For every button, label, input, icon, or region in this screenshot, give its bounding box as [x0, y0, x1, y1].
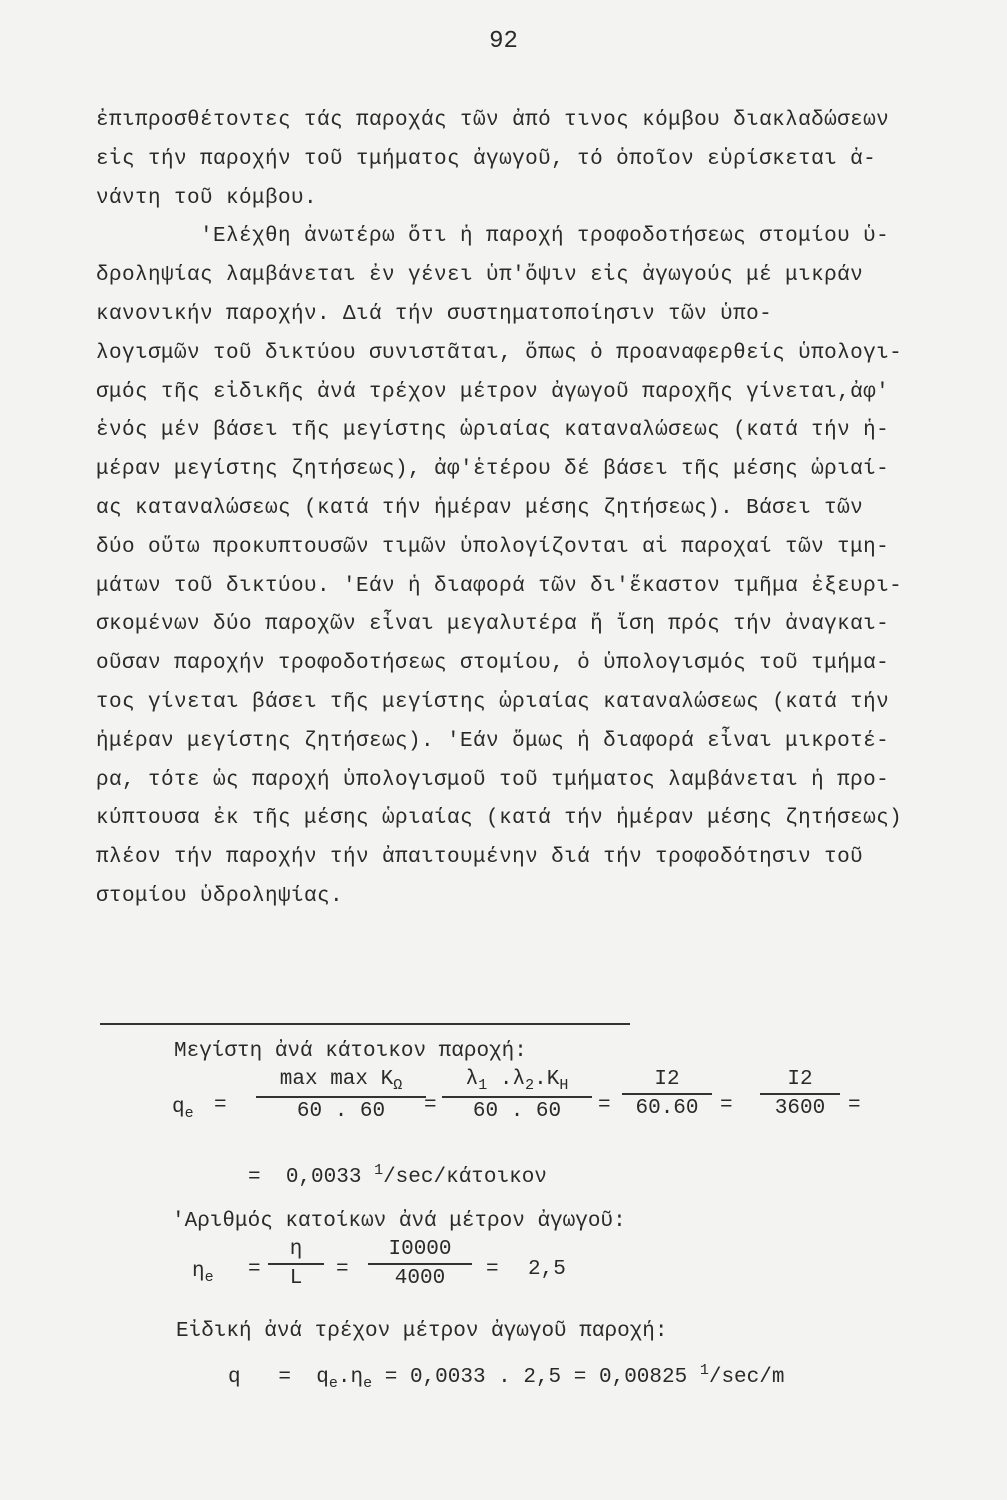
fraction-10000-over-4000 [368, 1238, 472, 1290]
fraction-numerator: I0000 [368, 1238, 472, 1265]
text-line: ἑνός μέν βάσει τῆς μεγίστης ὡριαίας καταναλώσεως (κατά τήν ἡ- [96, 419, 890, 443]
text-line: πλέον τήν παροχήν τήν ἀπαιτουμένην διά τήν τροφοδότησιν τοῦ [96, 846, 864, 870]
page-number: 92 [489, 28, 518, 55]
fraction-denominator: 4000 [394, 1267, 446, 1290]
fraction-denominator: 60 . 60 [472, 1100, 562, 1124]
equals-sign: = [848, 1094, 861, 1117]
text-line: ἡμέραν μεγίστης ζητήσεως). 'Εάν ὅμως ἡ διαφορά εἶναι μικροτέ- [96, 729, 890, 753]
fraction-12-over-3600 [760, 1068, 840, 1120]
fraction-numerator: I2 [760, 1068, 840, 1095]
text-line: τος γίνεται βάσει τῆς μεγίστης ὡριαίας καταναλώσεως (κατά τήν [96, 690, 890, 714]
specific-flow-equation: q = $q_e.\eta_e = 0,0033$ . 2,5 = 0,00825 $^1$/sec/m [228, 1362, 785, 1393]
fraction-numerator: I2 [622, 1068, 712, 1095]
fraction-lambda-k [442, 1068, 592, 1123]
calc-heading-specific-flow: Εἰδική ἀνά τρέχον μέτρον ἀγωγοῦ παροχή: [176, 1320, 668, 1343]
equals-sign: = [214, 1094, 227, 1117]
fraction-max-max-k [256, 1068, 426, 1123]
fraction-denominator: 3600 [774, 1097, 826, 1120]
fraction-numerator: $\lambda_1$ $.\lambda_2.K_H$ [442, 1068, 592, 1098]
text-line: κανονικήν παροχήν. Διά τήν συστηματοποίησιν τῶν ὑπο- [96, 302, 773, 326]
text-line: μέραν μεγίστης ζητήσεως), ἀφ'ἑτέρου δέ βάσει τῆς μέσης ὡριαί- [96, 458, 890, 482]
fraction-denominator: 60.60 [635, 1097, 699, 1120]
ne-symbol: $\eta_e$ [192, 1260, 214, 1287]
equals-sign: = [248, 1258, 261, 1281]
text-line: ἐπιπροσθέτοντες τάς παροχάς τῶν ἀπό τινος κόμβου διακλαδώσεων [96, 109, 890, 132]
fraction-numerator: $\max \max K_\Omega$ [256, 1068, 426, 1098]
text-line: δροληψίας λαμβάνεται ἐν γένει ὑπ'ὄψιν εἰς ἀγωγούς μέ μικράν [96, 264, 864, 288]
equals-sign: = [486, 1258, 499, 1281]
calc-heading-inhabitants-per-meter: 'Αριθμός κατοίκων ἀνά μέτρον ἀγωγοῦ: [172, 1210, 626, 1233]
text-line: κύπτουσα ἐκ τῆς μέσης ὡριαίας (κατά τήν ἡμέραν μέσης ζητήσεως) [96, 807, 903, 831]
fraction-denominator: L [289, 1267, 303, 1290]
fraction-eta-over-l [268, 1238, 324, 1290]
equals-sign: = [598, 1094, 611, 1117]
equals-sign: = [424, 1094, 437, 1117]
fraction-denominator: 60 . 60 [296, 1100, 386, 1124]
text-line: σμός τῆς εἰδικῆς ἀνά τρέχον μέτρον ἀγωγοῦ παροχῆς γίνεται,ἀφ' [96, 380, 890, 404]
text-line: νάντη τοῦ κόμβου. [96, 186, 318, 210]
text-line: μάτων τοῦ δικτύου. 'Εάν ἡ διαφορά τῶν δι'ἕκαστον τμῆμα ἐξευρι- [96, 574, 903, 598]
text-line: ρα, τότε ὡς παροχή ὑπολογισμοῦ τοῦ τμήματος λαμβάνεται ἡ προ- [96, 768, 890, 792]
text-line: λογισμῶν τοῦ δικτύου συνιστᾶται, ὅπως ὁ προαναφερθείς ὑπολογι- [96, 341, 903, 365]
qe-result: = 0,0033 $^1$/sec/κάτοικον [248, 1162, 547, 1189]
text-line: εἰς τήν παροχήν τοῦ τμήματος ἀγωγοῦ, τό ὁποῖον εὑρίσκεται ἀ- [96, 147, 877, 171]
fraction-12-over-60x60 [622, 1068, 712, 1120]
ne-value: 2,5 [528, 1258, 566, 1281]
equals-sign: = [720, 1094, 733, 1117]
text-line: δύο οὕτω προκυπτουσῶν τιμῶν ὑπολογίζονται αἱ παροχαί τῶν τμη- [96, 535, 890, 559]
equals-sign: = [336, 1258, 349, 1281]
text-line: οῦσαν παροχήν τροφοδοτήσεως στομίου, ὁ ὑπολογισμός τοῦ τμήμα- [96, 652, 890, 676]
calc-heading-max-per-capita: Μεγίστη ἀνά κάτοικον παροχή: [174, 1040, 527, 1063]
text-line: 'Ελέχθη ἀνωτέρω ὅτι ἡ παροχή τροφοδοτήσεως στομίου ὑ- [200, 225, 890, 249]
fraction-numerator: η [268, 1238, 324, 1265]
qe-symbol: $q_e$ [172, 1096, 194, 1123]
text-line: σκομένων δύο παροχῶν εἶναι μεγαλυτέρα ἤ ἴση πρός τήν ἀναγκαι- [96, 613, 890, 637]
text-line: ας καταναλώσεως (κατά τήν ἡμέραν μέσης ζητήσεως). Βάσει τῶν [96, 496, 864, 520]
text-line: στομίου ὑδροληψίας. [96, 884, 344, 908]
